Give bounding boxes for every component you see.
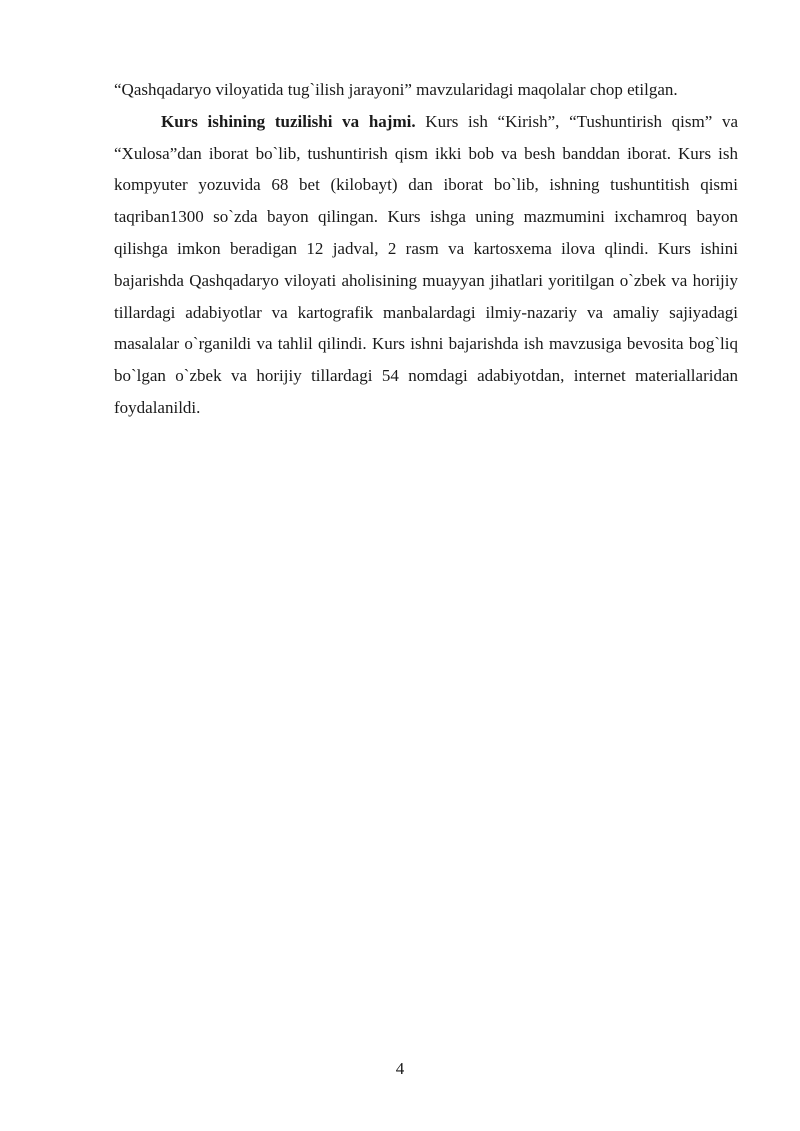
paragraph-body: Kurs ish “Kirish”, “Tushuntirish qism” va “Xulosa”dan iborat bo`lib, tushuntirish qism ikki bob va besh banddan iborat. Kurs ish kompyuter yozuvida 68 bet (kilobayt) dan iborat bo`lib, ishning tushuntitish qismi taqriban1300 so`zda bayon qilingan. Kurs ishga uning mazmumini ixchamroq bayon qilishga imkon beradigan 12 jadval, 2 rasm va kartosxema ilova qlindi. Kurs ishini bajarishda Qashqadaryo viloyati aholisining muayyan jihatlari yoritilgan o`zbek va horijiy tillardagi adabiyotlar va kartografik manbalardagi ilmiy-nazariy va amaliy sajiyadagi masalalar o`rganildi va tahlil qilindi. Kurs ishni bajarishda ish mavzusiga bevosita bog`liq bo`lgan o`zbek va horijiy tillardagi 54 nomdagi adabiyotdan, internet materiallaridan foydalanildi. bbox=[114, 111, 738, 417]
page-number: 4 bbox=[395, 1059, 405, 1078]
paragraph-heading: Kurs ishining tuzilishi va hajmi. bbox=[161, 111, 416, 131]
body-text bbox=[114, 74, 738, 424]
paragraph-continuation: “Qashqadaryo viloyatida tug`ilish jarayoni” mavzularidagi maqolalar chop etilgan. bbox=[114, 80, 678, 99]
paragraph-structure bbox=[114, 106, 738, 424]
